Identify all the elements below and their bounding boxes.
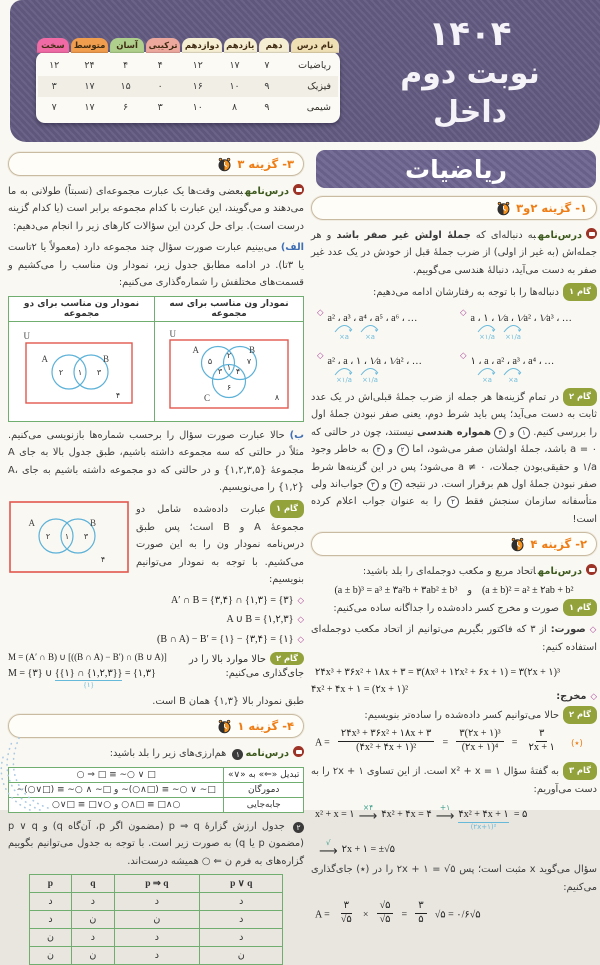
diamond-bullet-icon: ◇ [297,635,304,646]
lesson-badge-icon [586,228,597,239]
truth-value: د [200,893,283,911]
sequence-grid [311,306,597,384]
stats-col-header: سخت [37,38,69,53]
exam-venue: داخل [432,95,508,130]
truth-value: د [114,947,200,965]
lesson-badge-icon [293,184,304,195]
step-text: حالا موارد بالا را در [188,653,266,665]
svg-text:A: A [28,518,35,529]
step-badge: گام ۲ [563,706,597,724]
lesson-text: و هر جمله‌اش (به غیر از اولی) از ضرب جملۀ قبل از خودش در یک عدد غیر صفر به دست می‌آید، دنبالۀ هندسی می‌گوییم. [311,230,597,276]
diamond-bullet-icon: ◇ [460,307,467,318]
stat-value: ۲۴ [84,60,95,71]
item-b-paragraph: ب) حالا عبارت صورت سؤال را برحسب شماره‌ها بازنویسی می‌کنیم. مثلاً در حالتی که سه مجموعه داشته باشیم، طبق جدول بالا به جای A مجموعۀ ‎{۱,۲,۳,۵}‎ و در حالتی که دو مجموعه داشته باشیم به جای A، ‎{۱,۲}‎ را می‌نویسیم. [8,429,304,493]
identity-line [311,585,597,596]
venn-table-header-three: نمودار ون مناسب برای سه مجموعه [155,296,304,321]
denominator-line [311,684,597,703]
sequence-item [454,306,597,341]
note-line: طبق نمودار بالا ‎{۱,۳}‎ همان B است. [152,695,304,707]
svg-text:B: B [248,344,255,355]
sequence-arrows: ×a ×a [460,367,597,384]
step-text: در تمام گزینه‌ها هر جمله از ضرب جملۀ قبلی‌اش در یک عدد ثابت به دست می‌آید؛ پس باید شرط دوم، یعنی صفر نبودن جملۀ اول را بررسی کنیم. ۱ و ۴ همواره هندسی نیستند، چون در حالتی که ‎a = ۰‎ باشد، جملۀ اولشان صفر می‌شود، اما ۲ و ۳ به خاطر وجود ‎۱∕a‎ و حقیقی‌بودن جملات، ‎a ≠ ۰‎ می‌شود؛ پس در این گزینه‌ها شرط صفر نبودن جملۀ اول هم برقرار است. در نتیجه ۲ و ۳ جواب‌اند ولی متأسفانه سازمان سنجش فقط ۲ را به عنوان جواب اعلام کرده است! [311,391,597,525]
lesson-text: اتحاد مربع و مکعب دوجمله‌ای را بلد باشید: [362,566,536,578]
step-line [136,500,304,588]
stat-value: ۱۶ [192,81,203,92]
diamond-bullet-icon: ◇ [590,692,597,702]
diamond-bullet-icon: ◇ [297,595,304,606]
stats-header-row [36,38,340,53]
fraction: $\frac{√۵}{√۵}$ [377,900,394,926]
diamond-bullet-icon: ◇ [317,350,324,361]
step2-paragraph [311,388,597,529]
item-b-label: ب) [289,429,304,441]
question-2-header [311,532,597,556]
step-text: عبارت داده‌شده شامل دو مجموعۀ A و B است؛ پس طبق درس‌نامه نمودار ون را به این صورت می‌کشیم. با توجه به نمودار می‌توانیم بنویسیم: [136,504,304,586]
underbrace-label: {۱} [83,680,94,689]
table-row [38,76,338,97]
equivalence-name: تبدیل «⇐» به «∨» [224,767,304,782]
conclusion-text: سؤال می‌گوید x مثبت است؛ پس ‎۲x + ۱ = √۵‎ را در (٭) جای‌گذاری می‌کنیم: [311,864,597,893]
item-a-label: الف) [280,242,304,254]
question-stats-table [36,38,340,123]
venn-diagram-two-sets [8,500,130,574]
stat-value: ۹ [264,102,270,113]
equivalence-formula: ○∨□ ≡ □∨○ و ○∧□ ≡ □∧○ [9,797,224,812]
stats-card [36,52,340,123]
stat-value: ۱۷ [84,81,95,92]
stat-value: ۹ [264,81,270,92]
diamond-bullet-icon: ◇ [460,350,467,361]
truth-value: د [29,893,71,911]
m-equation: M = {۳} ∪ {{۱} ∩ {۱,۲,۳}} {۱} = {۱,۳} [8,667,156,689]
sequence-arrows: ×۱∕a ×۱∕a [460,324,597,341]
step-line [311,762,597,798]
sequence-item [311,306,454,341]
stat-value: ۷ [51,102,57,113]
svg-text:۱: ۱ [226,362,232,372]
final-equation: A = $\frac{۳}{√۵}$ × $\frac{√۵}{√۵}$ = $\frac{۳}{۵}$ √۵ = ۰/۶√۵ [315,900,481,925]
arrow-right-icon: √ ⟶ [319,839,338,856]
arrow-right-icon: +۱ ⟶ [436,804,455,821]
step-text: حالا می‌توانیم کسر داده‌شده را ساده‌تر بنویسیم: [364,710,559,721]
svg-text:B: B [89,518,96,529]
set-equation-line: ◇A′ ∩ B = {۳,۴} ∩ {۱,۳} = {۳} [170,594,304,606]
stat-value: ۱۲ [49,60,60,71]
numerator-equation: ۲۴x³ + ۳۶x² + ۱۸x + ۳ = ۳(۸x³ + ۱۲x² + ۶x + ۱) = ۳(۲x + ۱)³ [315,667,561,678]
step-badge: گام ۳ [563,762,597,780]
sequence-item [454,349,597,384]
stats-col-header: ترکیبی [146,38,181,53]
step-badge: گام ۲ [563,388,597,406]
svg-text:۴: ۴ [235,366,241,376]
svg-text:۲: ۲ [45,532,51,542]
multiply-arrow-icon [502,367,524,376]
fraction: $\frac{۳}{۵}$ [415,900,426,926]
exam-round: نوبت دوم [400,56,540,91]
truth-table-header: p [29,875,71,893]
venn-reference-table [8,296,304,422]
identity-cube: (a ± b)³ = a³ ± ۳a²b + ۳ab² ± b³ [334,584,458,596]
step-badge: گام ۱ [270,500,304,518]
numerator-line [311,621,597,656]
numerator-label: صورت: [550,624,586,636]
lesson-paragraph [311,227,597,279]
step-badge: گام ۲ [270,652,304,665]
question-title: ۳- گزینه ۳ [237,157,294,171]
sequence-item [311,349,454,384]
stat-value: ۴ [123,60,129,71]
sequence-arrows: ×۱∕a ×۱∕a [317,367,454,384]
lesson-text-bold: جملۀ اولش غیر صفر باشد [336,230,471,241]
table-row [38,97,338,118]
exam-title [380,14,560,132]
venn-diagram-two-sets [14,324,150,416]
lesson-label: درس‌نامه [245,748,289,760]
big-fraction-equation: A = $\frac{\text{۲۴x³ + ۳۶x² + ۱۸x + ۳}}{\text{(۴x² + ۴x + ۱)²}}$ = $\frac{\text{۳(۲x + ۱)³}}{\text{(۲x + ۱)⁴}}$ = $\frac{۳}{۲x + ۱}$ (٭) [315,728,583,753]
numerator-text: از ۳ که فاکتور بگیریم می‌توانیم از اتحاد مکعب دوجمله‌ای استفاده کنیم: [311,624,597,653]
lesson-paragraph: درس‌نامه۱ هم‌ارزی‌های زیر را بلد باشید: [8,745,304,762]
svg-text:U: U [169,328,176,339]
m-definition-formula: M = (A′ ∩ B) ∪ [((B ∩ A) − B′) ∩ (B ∪ A)] [8,651,167,662]
svg-text:A: A [192,344,199,355]
sqrt-step: √ ⟶ ۲x + ۱ = ±√۵ [311,837,597,856]
svg-text:B: B [102,353,109,364]
svg-text:۳: ۳ [83,532,89,542]
set-equation-line: ◇A ∪ B = {۱,۲,۳} [226,614,304,626]
venn-table-header-two: نمودار ون مناسب برای دو مجموعه [9,296,155,321]
underbrace-label: (۲x+۱)² [470,823,497,832]
and-word: و [467,584,472,596]
arrow-right-icon: ×۴ ⟶ [359,804,378,821]
equivalence-formula: ∼(○∨□) ≡ ∼○ ∧ ∼□ و ∼(○∧□) ≡ ∼○ ∨ ∼□ [9,782,224,797]
svg-text:۶: ۶ [226,382,232,392]
svg-text:C: C [203,392,210,403]
multiply-arrow-icon [476,367,498,376]
stat-value: ۱۷ [84,102,95,113]
equation-lhs: A = [315,737,330,749]
question-title: ۲- گزینه ۴ [530,537,587,552]
stat-value: ۱۲ [192,60,203,71]
svg-text:U: U [23,330,30,341]
svg-text:۲: ۲ [226,350,232,360]
truth-value: د [29,911,71,929]
venn-three-set-cell [155,321,304,421]
item2-paragraph: ۲ جدول ارزش گزارۀ ‎p ⇒ q‎ (مضمون اگر p، آن‌گاه q) و ‎p ∨ q‎ (مضمون p یا q) به صورت زیر است. با توجه به جدول می‌توانیم بگوییم گزاره‌های به فرم ن ⇐ ○ همیشه درست‌اند. [8,820,304,867]
lesson-badge-icon [293,746,304,757]
truth-value: ن [29,947,71,965]
truth-value: ن [29,929,71,947]
lesson-label: درس‌نامه [244,186,289,197]
stat-value: ۸ [232,102,238,113]
set-equation-line: ◇(B ∩ A) − B′ = {۱} − {۳,۴} = {۱} [157,634,304,646]
lesson-paragraph [311,563,597,580]
equation-reference-mark: (٭) [570,738,583,749]
truth-value: د [114,929,200,947]
svg-text:۴: ۴ [100,555,106,565]
question-3-header [8,152,304,176]
question-title: ۴- گزینه ۱ [237,719,294,734]
sequence-terms: a² ، a³ ، a⁴ ، a⁵ ، a⁶ ، … [327,312,418,324]
svg-text:۳: ۳ [96,367,101,377]
question-title: ۱- گزینه ۲و۳ [516,201,587,215]
step-text: صورت و مخرج کسر داده‌شده را جداگانه ساده می‌کنیم: [333,602,559,614]
denominator-equation: ۴x² + ۴x + ۱ = (۲x + ۱)² [311,684,409,695]
fraction: $\frac{۳}{۲x + ۱}$ [528,728,555,753]
equivalence-formula: ○ ⇒ □ ≡ ∼○ ∨ □ [9,767,224,782]
subject-banner: ریاضیات [316,150,596,188]
multiply-arrow-icon [476,324,498,333]
item-a-paragraph: الف) می‌بینیم عبارت صورت سؤال چند مجموعه دارد (معمولاً یا ۲تاست یا ۳تا). در ادامه مطابق جدول زیر، نمودار ون مناسب را می‌کشیم و قسمت‌های مختلفش را شماره‌گذاری می‌کنیم: [8,242,305,289]
alarm-clock-icon [217,719,232,734]
svg-text:۴: ۴ [115,390,120,400]
truth-value: د [200,911,283,929]
sequence-terms: a² ، a ، ۱ ، ۱∕a ، ۱∕a² ، … [327,355,422,367]
svg-text:۱: ۱ [77,367,82,377]
svg-text:۵: ۵ [207,356,213,366]
truth-table-header: p ⇒ q [114,875,200,893]
diamond-bullet-icon: ◇ [297,615,304,626]
svg-text:۸: ۸ [274,392,280,402]
numbered-bullet: ۱ [232,749,243,760]
truth-value: ن [114,911,200,929]
truth-value: ن [200,947,283,965]
stats-col-header: یازدهم [224,38,257,53]
svg-text:۳: ۳ [217,366,223,376]
truth-table-header: p ∨ q [200,875,283,893]
multiply-arrow-icon [359,324,381,333]
lesson-text: به دنباله‌ای که [470,230,536,241]
truth-value: د [72,929,114,947]
step-text: جای‌گذاری می‌کنیم: [225,667,304,679]
equivalence-name: جابه‌جایی [224,797,304,812]
truth-value: ن [72,947,114,965]
lesson-text: بعضی وقت‌ها یک عبارت مجموعه‌ای (نسبتاً) طولانی به ما می‌دهند و می‌گویند، این عبارت با کدام مجموعه برابر است (یا کدام گزینه درست است). برای حل کردن این سؤالات کارهای زیر را انجام می‌دهیم: [8,186,304,232]
stat-value: ۷ [264,60,270,71]
stats-col-header: نام درس [291,38,339,53]
stat-value: ۱۰ [192,102,203,113]
multiply-arrow-icon [333,324,355,333]
venn-two-set-solution [8,500,130,578]
lesson-badge-icon [586,564,597,575]
question-1-header [311,196,597,220]
step-line [311,599,597,617]
step-text: دنباله‌ها را با توجه به رفتارشان ادامه می‌دهیم: [373,287,559,299]
multiply-arrow-icon [333,367,355,376]
left-column [8,152,304,965]
lesson-paragraph [8,183,304,235]
svg-text:۲: ۲ [58,367,63,377]
step-line [311,706,597,724]
svg-text:۱: ۱ [64,532,70,542]
sequence-terms: a ، ۱ ، ۱∕a ، ۱∕a² ، ۱∕a³ ، … [470,312,572,324]
step1-with-venn [8,500,304,588]
alarm-clock-icon [510,537,525,552]
sequence-terms: ۱ ، a ، a² ، a³ ، a⁴ ، … [470,355,555,367]
stat-value: ۳ [51,81,57,92]
truth-value: ن [72,911,114,929]
numbered-bullet: ۲ [293,822,304,833]
multiply-arrow-icon [502,324,524,333]
exam-year: ۱۴۰۴ [428,14,512,54]
lesson-label: درس‌نامه [537,230,582,241]
truth-value: د [114,893,200,911]
derivation-chain: x² + x = ۱ ×۴ ⟶ ۴x² + ۴x = ۴ +۱ ⟶ ۴x² + ۴x + ۱ (۲x+۱)² = ۵ [311,802,597,823]
course-name: ریاضیات [298,60,331,71]
stats-col-header: دهم [259,38,289,53]
course-name: فیزیک [307,81,331,92]
sequence-arrows: ×a ×a [317,324,454,341]
alarm-clock-icon [496,201,511,216]
identity-square: (a ± b)² = a² ± ۲ab + b² [481,584,574,596]
table-row [38,55,338,76]
stat-value: ۱۰ [229,81,240,92]
equivalence-name: دمورگان [224,782,304,797]
stat-value: ۳ [157,102,163,113]
denominator-label: مخرج: [556,691,587,702]
stat-value: ۴ [157,60,163,71]
diamond-bullet-icon: ◇ [589,625,598,636]
truth-table-header: q [72,875,114,893]
fraction: $\frac{\text{۲۴x³ + ۳۶x² + ۱۸x + ۳}}{\text{(۴x² + ۴x + ۱)²}}$ [338,728,435,754]
step-badge: گام ۱ [563,283,597,301]
stats-col-header: متوسط [71,38,109,53]
diamond-bullet-icon: ◇ [317,307,324,318]
venn-two-set-cell [9,321,155,421]
stat-value: ۱۵ [120,81,131,92]
step-badge: گام ۱ [563,599,597,617]
step-line [311,283,597,301]
truth-table [29,874,284,965]
stat-value: ۶ [123,102,129,113]
venn-diagram-three-sets [158,324,300,416]
multiply-arrow-icon [359,367,381,376]
step-text: به گفتۀ سؤال ‎x² + x = ۱‎ است. از این تساوی ‎۲x + ۱‎ را به دست می‌آوریم: [311,766,597,795]
truth-value: د [72,893,114,911]
svg-text:A: A [41,353,48,364]
dotted-decoration [0,730,55,810]
lesson-label: درس‌نامه [537,566,582,578]
svg-text:۷: ۷ [246,356,252,366]
right-column [311,196,597,931]
step2-line [8,652,304,665]
course-name: شیمی [306,102,331,113]
stats-col-header: دوازدهم [182,38,221,53]
fraction: $\frac{\text{۳(۲x + ۱)³}}{\text{(۲x + ۱)⁴}}$ [456,728,503,754]
fraction: $\frac{۳}{√۵}$ [340,900,352,925]
stats-col-header: آسان [110,38,143,53]
stat-value: ۱۷ [229,60,240,71]
stat-value: ۰ [157,81,163,92]
m-substitution-line [8,667,304,689]
truth-value: د [200,929,283,947]
alarm-clock-icon [217,157,232,172]
